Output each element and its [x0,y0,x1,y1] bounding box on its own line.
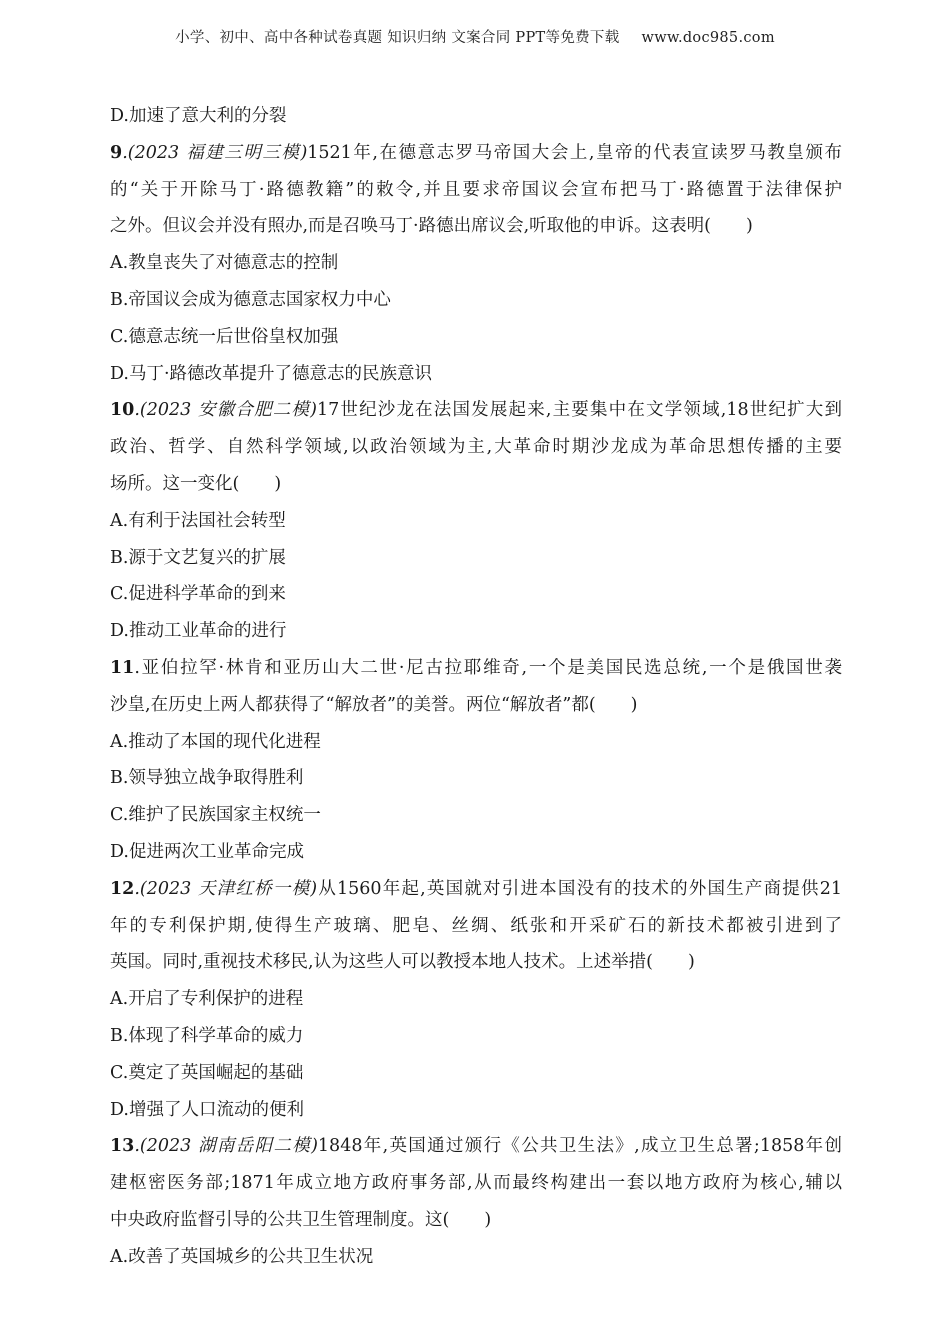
q11-line-1 [110,650,842,687]
q12-text: 从1560年起,英国就对引进本国没有的技术的外国生产商提供21 [317,878,842,899]
q9-option-d: D.马丁·路德改革提升了德意志的民族意识 [110,363,433,384]
q12-line-2: 年的专利保护期,使得生产玻璃、肥皂、丝绸、纸张和开采矿石的新技术都被引进到了 [110,915,842,936]
q12-line-1 [110,871,842,908]
q11-option-b: B.领导独立战争取得胜利 [110,768,304,789]
q9-option-a: A.教皇丧失了对德意志的控制 [110,253,339,274]
q9-source: .(2023 福建三明三模) [122,142,308,163]
q11-line-2: 沙皇,在历史上两人都获得了“解放者”的美誉。两位“解放者”都( ) [110,694,638,715]
q11-option-a: A.推动了本国的现代化进程 [110,731,321,752]
q9-text: 1521年,在德意志罗马帝国大会上,皇帝的代表宣读罗马教皇颁布 [307,142,842,163]
q9-option-b: B.帝国议会成为德意志国家权力中心 [110,289,391,310]
q10-option-c: C.促进科学革命的到来 [110,584,286,605]
q12-option-a: A.开启了专利保护的进程 [110,989,304,1010]
header-site: www.doc985.com [641,30,775,46]
document-body [110,98,842,1276]
q11-text: .亚伯拉罕·林肯和亚历山大二世·尼古拉耶维奇,一个是美国民选总统,一个是俄国世袭 [134,657,842,678]
q12-line-3: 英国。同时,重视技术移民,认为这些人可以教授本地人技术。上述举措( ) [110,952,695,973]
q11-option-c: C.维护了民族国家主权统一 [110,805,321,826]
q13-option-a: A.改善了英国城乡的公共卫生状况 [110,1246,374,1267]
q10-source: .(2023 安徽合肥二模) [134,400,317,421]
q9-option-c: C.德意志统一后世俗皇权加强 [110,326,339,347]
q9-line-2: 的“关于开除马丁·路德教籍”的敕令,并且要求帝国议会宣布把马丁·路德置于法律保护 [110,179,842,200]
q13-line-2: 建枢密医务部;1871年成立地方政府事务部,从而最终构建出一套以地方政府为核心,辅以 [110,1173,842,1194]
q12-option-c: C.奠定了英国崛起的基础 [110,1062,304,1083]
page-header [0,26,950,47]
q10-option-b: B.源于文艺复兴的扩展 [110,547,286,568]
q11-number: 11 [110,657,135,678]
q12-option-b: B.体现了科学革命的威力 [110,1025,304,1046]
q13-source: .(2023 湖南岳阳二模) [134,1136,318,1157]
q8-option-d: D.加速了意大利的分裂 [110,106,287,126]
header-text: 小学、初中、高中各种试卷真题 知识归纳 文案合同 PPT等免费下载 [175,30,620,46]
q13-text: 1848年,英国通过颁行《公共卫生法》,成立卫生总署;1858年创 [317,1136,842,1157]
q13-number: 13 [110,1136,135,1157]
q10-option-a: A.有利于法国社会转型 [110,510,286,531]
q9-number: 9 [110,142,123,163]
q10-option-d: D.推动工业革命的进行 [110,621,287,642]
q10-line-2: 政治、哲学、自然科学领域,以政治领域为主,大革命时期沙龙成为革命思想传播的主要 [110,437,842,458]
q10-line-1 [110,392,842,429]
q12-option-d: D.增强了人口流动的便利 [110,1099,304,1120]
q13-line-3: 中央政府监督引导的公共卫生管理制度。这( ) [110,1209,492,1230]
q12-source: .(2023 天津红桥一模) [134,878,318,899]
q10-line-3: 场所。这一变化( ) [110,473,282,494]
q11-option-d: D.促进两次工业革命完成 [110,841,304,862]
q13-line-1 [110,1128,842,1165]
q10-number: 10 [110,400,135,421]
q9-line-3: 之外。但议会并没有照办,而是召唤马丁·路德出席议会,听取他的申诉。这表明( ) [110,216,753,237]
q12-number: 12 [110,878,135,899]
q9-line-1 [110,135,842,172]
q10-text: 17世纪沙龙在法国发展起来,主要集中在文学领域,18世纪扩大到 [316,400,842,421]
